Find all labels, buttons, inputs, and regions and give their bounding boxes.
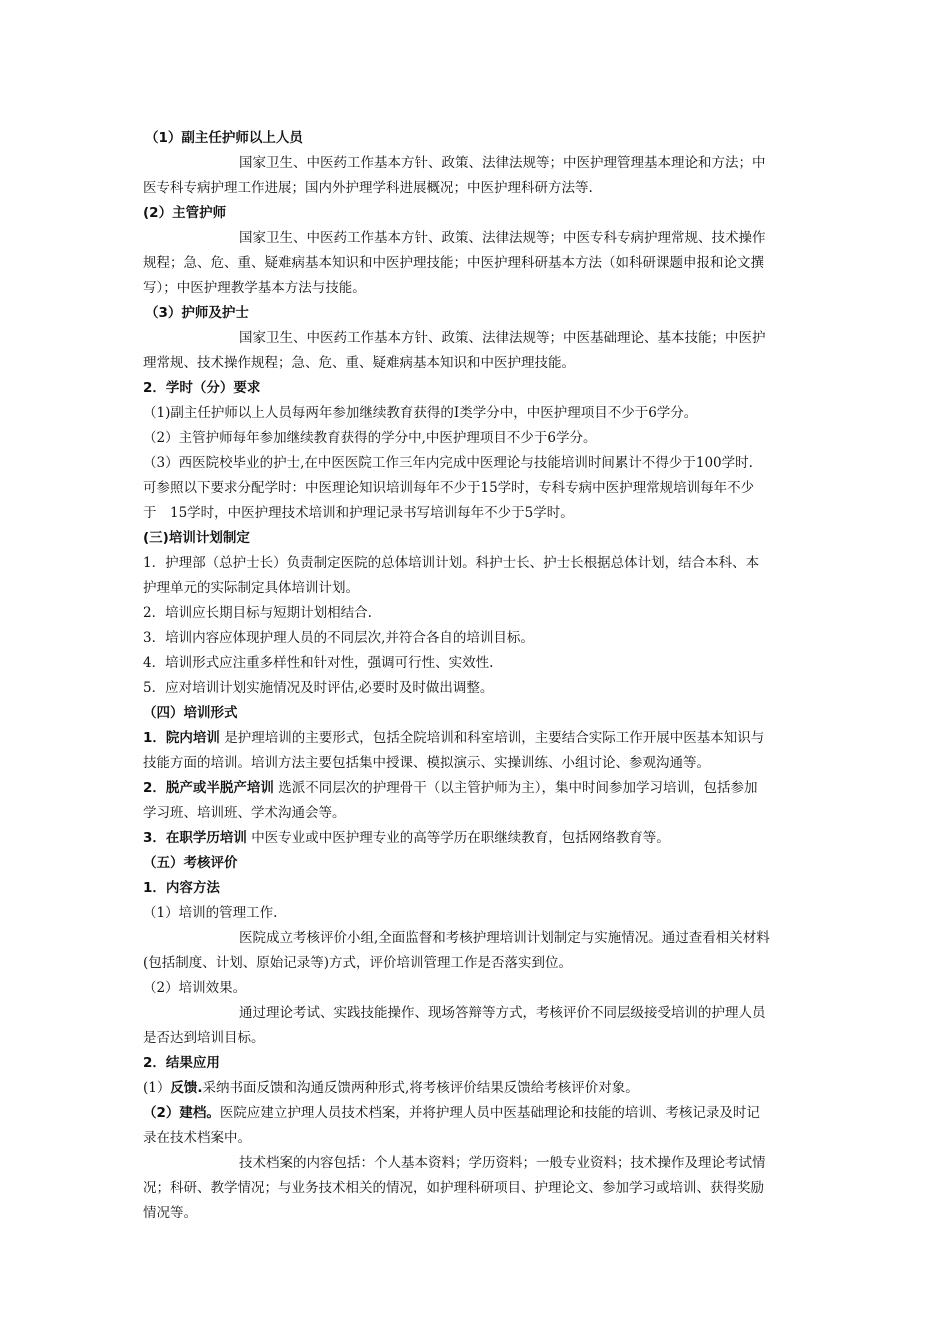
heading-nurse: （3）护师及护士 xyxy=(145,305,249,321)
paragraph-line: 写）；中医护理教学基本方法与技能。 xyxy=(143,280,366,296)
inline-heading: 反馈. xyxy=(170,1080,203,1096)
paragraph-line xyxy=(143,776,811,801)
paragraph-line: 国家卫生、中医药工作基本方针、政策、法律法规等；中医基础理论、基本技能；中医护 xyxy=(239,330,766,346)
paragraph-line: 4．培训形式应注重多样性和针对性，强调可行性、实效性. xyxy=(143,655,494,671)
paragraph-line xyxy=(143,1101,811,1126)
inline-text: 选派不同层次的护理骨干（以主管护师为主），集中时间参加学习培训，包括参加 xyxy=(273,780,758,796)
heading-supervisor-nurse: (2）主管护师 xyxy=(143,205,227,221)
paragraph-line: 通过理论考试、实践技能操作、现场答辩等方式，考核评价不同层级接受培训的护理人员 xyxy=(239,1005,766,1021)
paragraph-line: （2）主管护师每年参加继续教育获得的学分中,中医护理项目不少于6学分。 xyxy=(143,430,597,446)
paragraph-line: 况；科研、教学情况；与业务技术相关的情况，如护理科研项目、护理论文、参加学习或培训、获得奖励 xyxy=(143,1180,764,1196)
paragraph-line: 录在技术档案中。 xyxy=(143,1130,251,1146)
paragraph-line: 于 15学时，中医护理技术培训和护理记录书写培训每年不少于5学时。 xyxy=(143,505,574,521)
document-body xyxy=(143,126,811,1226)
paragraph-line: （1）培训的管理工作. xyxy=(143,905,278,921)
inline-text: 是护理培训的主要形式，包括全院培训和科室培训，主要结合实际工作开展中医基本知识与 xyxy=(219,730,765,746)
paragraph-line: 是否达到培训目标。 xyxy=(143,1030,265,1046)
paragraph-line: 5．应对培训计划实施情况及时评估,必要时及时做出调整。 xyxy=(143,680,494,696)
paragraph-line: 护理单元的实际制定具体培训计划。 xyxy=(143,580,359,596)
paragraph-line: 学习班、培训班、学术沟通会等。 xyxy=(143,805,346,821)
paragraph-line: (包括制度、计划、原始记录等)方式，评价培训管理工作是否落实到位。 xyxy=(143,955,573,971)
inline-heading: 3．在职学历培训 xyxy=(143,830,247,846)
paragraph-line: 可参照以下要求分配学时：中医理论知识培训每年不少于15学时，专科专病中医护理常规培训每年不少 xyxy=(143,480,755,496)
inline-text: 医院应建立护理人员技术档案，并将护理人员中医基础理论和技能的培训、考核记录及时记 xyxy=(219,1105,760,1121)
paragraph-line: （3）西医院校毕业的护士,在中医医院工作三年内完成中医理论与技能培训时间累计不得少于100学时. xyxy=(143,455,753,471)
paragraph-line: 国家卫生、中医药工作基本方针、政策、法律法规等；中医专科专病护理常规、技术操作 xyxy=(239,230,766,246)
inline-text: 采纳书面反馈和沟通反馈两种形式,将考核评价结果反馈给考核评价对象。 xyxy=(202,1080,639,1096)
heading-content-method: 1．内容方法 xyxy=(143,880,220,896)
heading-training-plan: (三)培训计划制定 xyxy=(143,530,250,546)
paragraph-line: 2．培训应长期目标与短期计划相结合. xyxy=(143,605,372,621)
heading-senior-nurse: （1）副主任护师以上人员 xyxy=(145,130,303,146)
inline-heading: 1．院内培训 xyxy=(143,730,220,746)
inline-heading: 2．脱产或半脱产培训 xyxy=(143,780,274,796)
paragraph-line: 医专科专病护理工作进展；国内外护理学科进展概况；中医护理科研方法等. xyxy=(143,180,593,196)
paragraph-line xyxy=(143,726,811,751)
inline-prefix: (1） xyxy=(143,1080,171,1096)
paragraph-line: 1．护理部（总护士长）负责制定医院的总体培训计划。科护士长、护士长根据总体计划，结合本科、本 xyxy=(143,555,760,571)
paragraph-line: 规程；急、危、重、疑难病基本知识和中医护理技能；中医护理科研基本方法（如科研课题申报和论文撰 xyxy=(143,255,764,271)
paragraph-line: （1)副主任护师以上人员每两年参加继续教育获得的Ⅰ类学分中，中医护理项目不少于6学分。 xyxy=(143,405,698,421)
paragraph-line xyxy=(143,826,811,851)
paragraph-line: （2）培训效果。 xyxy=(143,980,247,996)
paragraph-line: 医院成立考核评价小组,全面监督和考核护理培训计划制定与实施情况。通过查看相关材料 xyxy=(239,930,770,946)
paragraph-line: 理常规、技术操作规程；急、危、重、疑难病基本知识和中医护理技能。 xyxy=(143,355,575,371)
paragraph-line: 技术档案的内容包括：个人基本资料；学历资料；一般专业资料；技术操作及理论考试情 xyxy=(239,1155,766,1171)
paragraph-line: 技能方面的培训。培训方法主要包括集中授课、模拟演示、实操训练、小组讨论、参观沟通等。 xyxy=(143,755,710,771)
paragraph-line: 国家卫生、中医药工作基本方针、政策、法律法规等；中医护理管理基本理论和方法；中 xyxy=(239,155,766,171)
inline-heading: （2）建档。 xyxy=(143,1105,220,1121)
heading-training-forms: （四）培训形式 xyxy=(143,705,238,721)
paragraph-line xyxy=(143,1076,811,1101)
heading-result-application: 2．结果应用 xyxy=(143,1055,220,1071)
heading-credit-hours: 2．学时（分）要求 xyxy=(143,380,261,396)
heading-evaluation: （五）考核评价 xyxy=(143,855,238,871)
paragraph-line: 3．培训内容应体现护理人员的不同层次,并符合各自的培训目标。 xyxy=(143,630,534,646)
inline-text: 中医专业或中医护理专业的高等学历在职继续教育，包括网络教育等。 xyxy=(246,830,670,846)
paragraph-line: 情况等。 xyxy=(143,1205,197,1221)
